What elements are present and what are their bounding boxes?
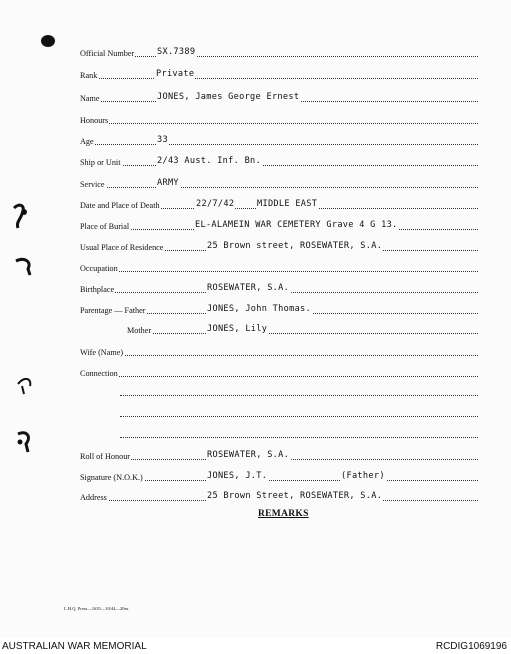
age-label: Age (80, 137, 94, 146)
dotted-line (80, 123, 478, 124)
name-value: JONES, James George Ernest (157, 92, 300, 102)
signature-label: Signature (N.O.K.) (80, 473, 143, 482)
mother-value: JONES, Lily (207, 324, 268, 334)
archive-footer (0, 638, 511, 654)
connection-continuation-line (120, 415, 478, 417)
name-label: Name (80, 94, 100, 103)
place-of-burial-label: Place of Burial (80, 222, 130, 231)
age-value: 33 (157, 135, 168, 145)
rank-value: Private (156, 69, 195, 79)
dotted-line (80, 78, 478, 79)
official-number-value: SX.7389 (157, 47, 196, 57)
father-row (80, 303, 478, 317)
dotted-line (80, 271, 478, 272)
service-row (80, 177, 478, 191)
dotted-line (80, 355, 478, 356)
wife-row (80, 345, 478, 359)
signature-row (80, 470, 478, 484)
mother-label: Mother (127, 326, 152, 335)
service-label: Service (80, 180, 105, 189)
dotted-line (80, 56, 478, 57)
occupation-label: Occupation (80, 264, 118, 273)
address-value: 25 Brown Street, ROSEWATER, S.A. (207, 491, 383, 501)
ship-or-unit-value: 2/43 Aust. Inf. Bn. (157, 156, 262, 166)
connection-continuation-line (120, 394, 478, 396)
name-row (80, 91, 478, 105)
remarks-heading: REMARKS (258, 509, 309, 519)
place-of-burial-row (80, 219, 478, 233)
birthplace-label: Birthplace (80, 285, 115, 294)
rank-label: Rank (80, 71, 98, 80)
address-row (80, 490, 478, 504)
dotted-line (127, 333, 478, 334)
death-place-value: MIDDLE EAST (257, 199, 318, 209)
official-number-row (80, 46, 478, 60)
roll-of-honour-label: Roll of Honour (80, 452, 131, 461)
birthplace-value: ROSEWATER, S.A. (207, 283, 290, 293)
address-label: Address (80, 493, 107, 502)
dotted-line (80, 165, 478, 166)
honours-row (80, 113, 478, 127)
roll-of-honour-value: ROSEWATER, S.A. (207, 450, 290, 460)
signature-name-value: JONES, J.T. (207, 471, 268, 481)
connection-continuation-line (120, 436, 478, 438)
binding-mark (12, 255, 36, 279)
rank-row (80, 68, 478, 82)
binding-mark (12, 428, 36, 456)
place-of-burial-value: EL-ALAMEIN WAR CEMETERY Grave 4 G 13. (195, 220, 398, 230)
usual-residence-label: Usual Place of Residence (80, 243, 164, 252)
dotted-line (80, 187, 478, 188)
dotted-line (80, 376, 478, 377)
official-number-label: Official Number (80, 49, 135, 58)
date-place-death-row (80, 198, 478, 212)
occupation-row (80, 261, 478, 275)
footer-institution: AUSTRALIAN WAR MEMORIAL (2, 641, 147, 652)
ship-or-unit-row (80, 155, 478, 169)
dotted-line (80, 144, 478, 145)
death-date-value: 22/7/42 (196, 199, 235, 209)
binding-mark (10, 200, 30, 230)
wife-label: Wife (Name) (80, 348, 124, 357)
ship-or-unit-label: Ship or Unit (80, 158, 121, 167)
connection-row (80, 366, 478, 380)
honours-label: Honours (80, 116, 109, 125)
mother-row (127, 323, 478, 337)
service-value: ARMY (157, 178, 179, 188)
age-row (80, 134, 478, 148)
father-value: JONES, John Thomas. (207, 304, 312, 314)
binding-mark (14, 374, 36, 396)
footer-record-id: RCDIG1069196 (435, 641, 507, 652)
birthplace-row (80, 282, 478, 296)
punch-hole-mark (38, 32, 58, 50)
usual-residence-value: 25 Brown street, ROSEWATER, S.A. (207, 241, 383, 251)
printer-imprint: L.H.Q. Press—1635—10/44—20m. (64, 606, 130, 611)
date-place-death-label: Date and Place of Death (80, 201, 160, 210)
connection-label: Connection (80, 369, 118, 378)
father-label: Parentage — Father (80, 306, 146, 315)
signature-relation-value: (Father) (341, 471, 385, 481)
roll-of-honour-row (80, 449, 478, 463)
usual-residence-row (80, 240, 478, 254)
